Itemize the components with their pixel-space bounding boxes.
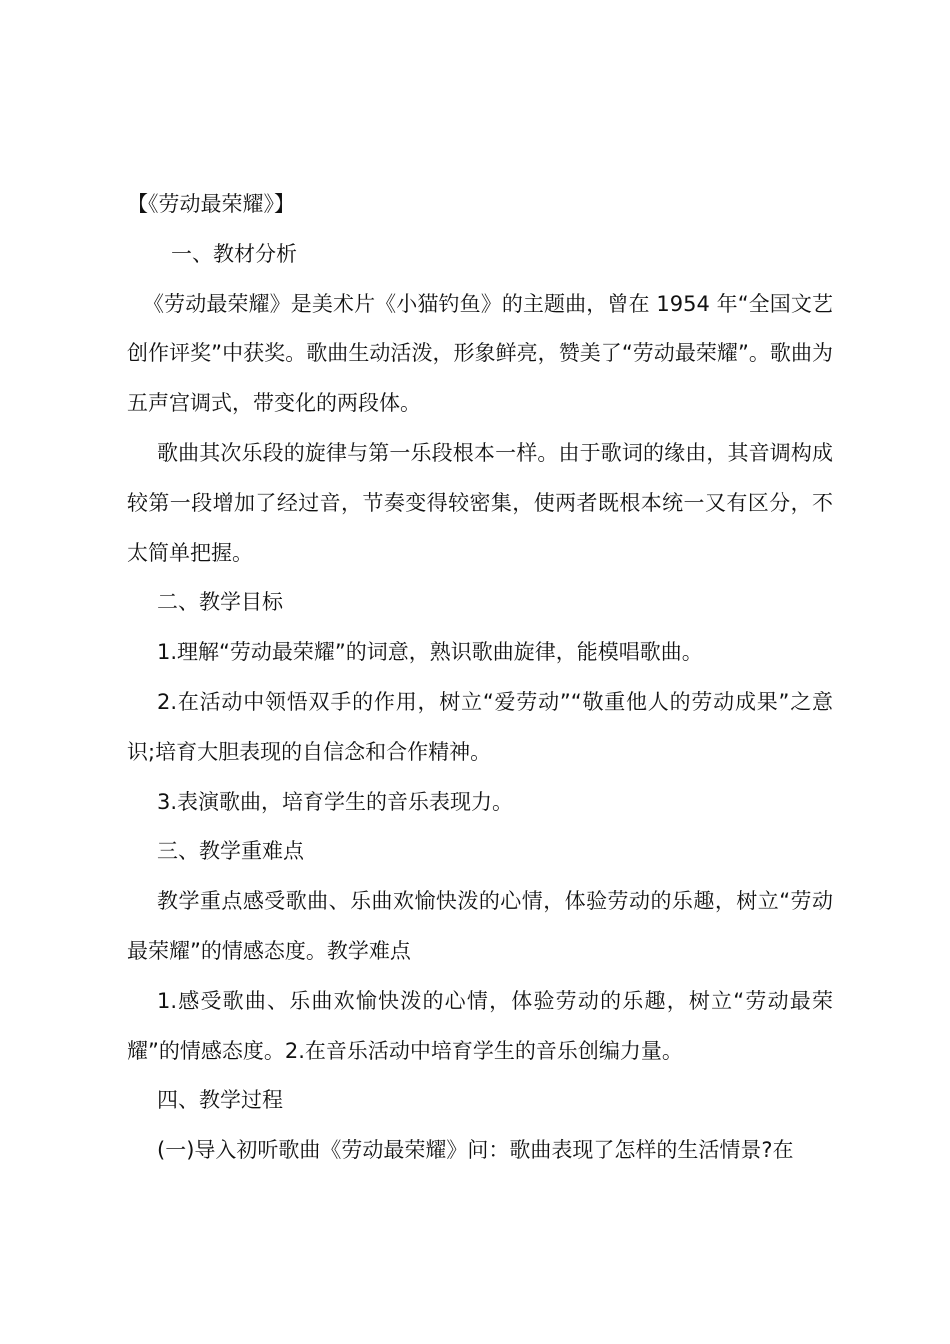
- paragraph-process-intro: (一)导入初听歌曲《劳动最荣耀》问：歌曲表现了怎样的生活情景?在: [157, 1138, 794, 1163]
- section-heading-materials: 一、教材分析: [171, 241, 297, 266]
- section-heading-goals: 二、教学目标: [157, 590, 283, 615]
- section-heading-process: 四、教学过程: [157, 1088, 283, 1113]
- document-body: [127, 180, 833, 1176]
- goal-item-1: 1.理解“劳动最荣耀”的词意，熟识歌曲旋律，能模唱歌曲。: [157, 640, 703, 665]
- paragraph-key-points: 教学重点感受歌曲、乐曲欢愉快泼的心情，体验劳动的乐趣，树立“劳动最荣耀”的情感态度。教学难点: [127, 889, 833, 963]
- paragraph-materials-1: 《劳动最荣耀》是美术片《小猫钓鱼》的主题曲，曾在 1954 年“全国文艺创作评奖”中获奖。歌曲生动活泼，形象鲜亮，赞美了“劳动最荣耀”。歌曲为五声宫调式，带变化的两段体。: [127, 291, 833, 416]
- section-heading-key-points: 三、教学重难点: [157, 839, 304, 864]
- document-title: 【《劳动最荣耀》】: [127, 192, 295, 216]
- goal-item-3: 3.表演歌曲，培育学生的音乐表现力。: [157, 789, 514, 814]
- goal-item-2: 2.在活动中领悟双手的作用，树立“爱劳动”“敬重他人的劳动成果”之意识;培育大胆表现的自信念和合作精神。: [127, 689, 833, 764]
- paragraph-materials-2: 歌曲其次乐段的旋律与第一乐段根本一样。由于歌词的缘由，其音调构成较第一段增加了经过音，节奏变得较密集，使两者既根本统一又有区分，不太简单把握。: [127, 440, 833, 565]
- paragraph-difficulties: 1.感受歌曲、乐曲欢愉快泼的心情，体验劳动的乐趣，树立“劳动最荣耀”的情感态度。2.在音乐活动中培育学生的音乐创编力量。: [127, 988, 833, 1063]
